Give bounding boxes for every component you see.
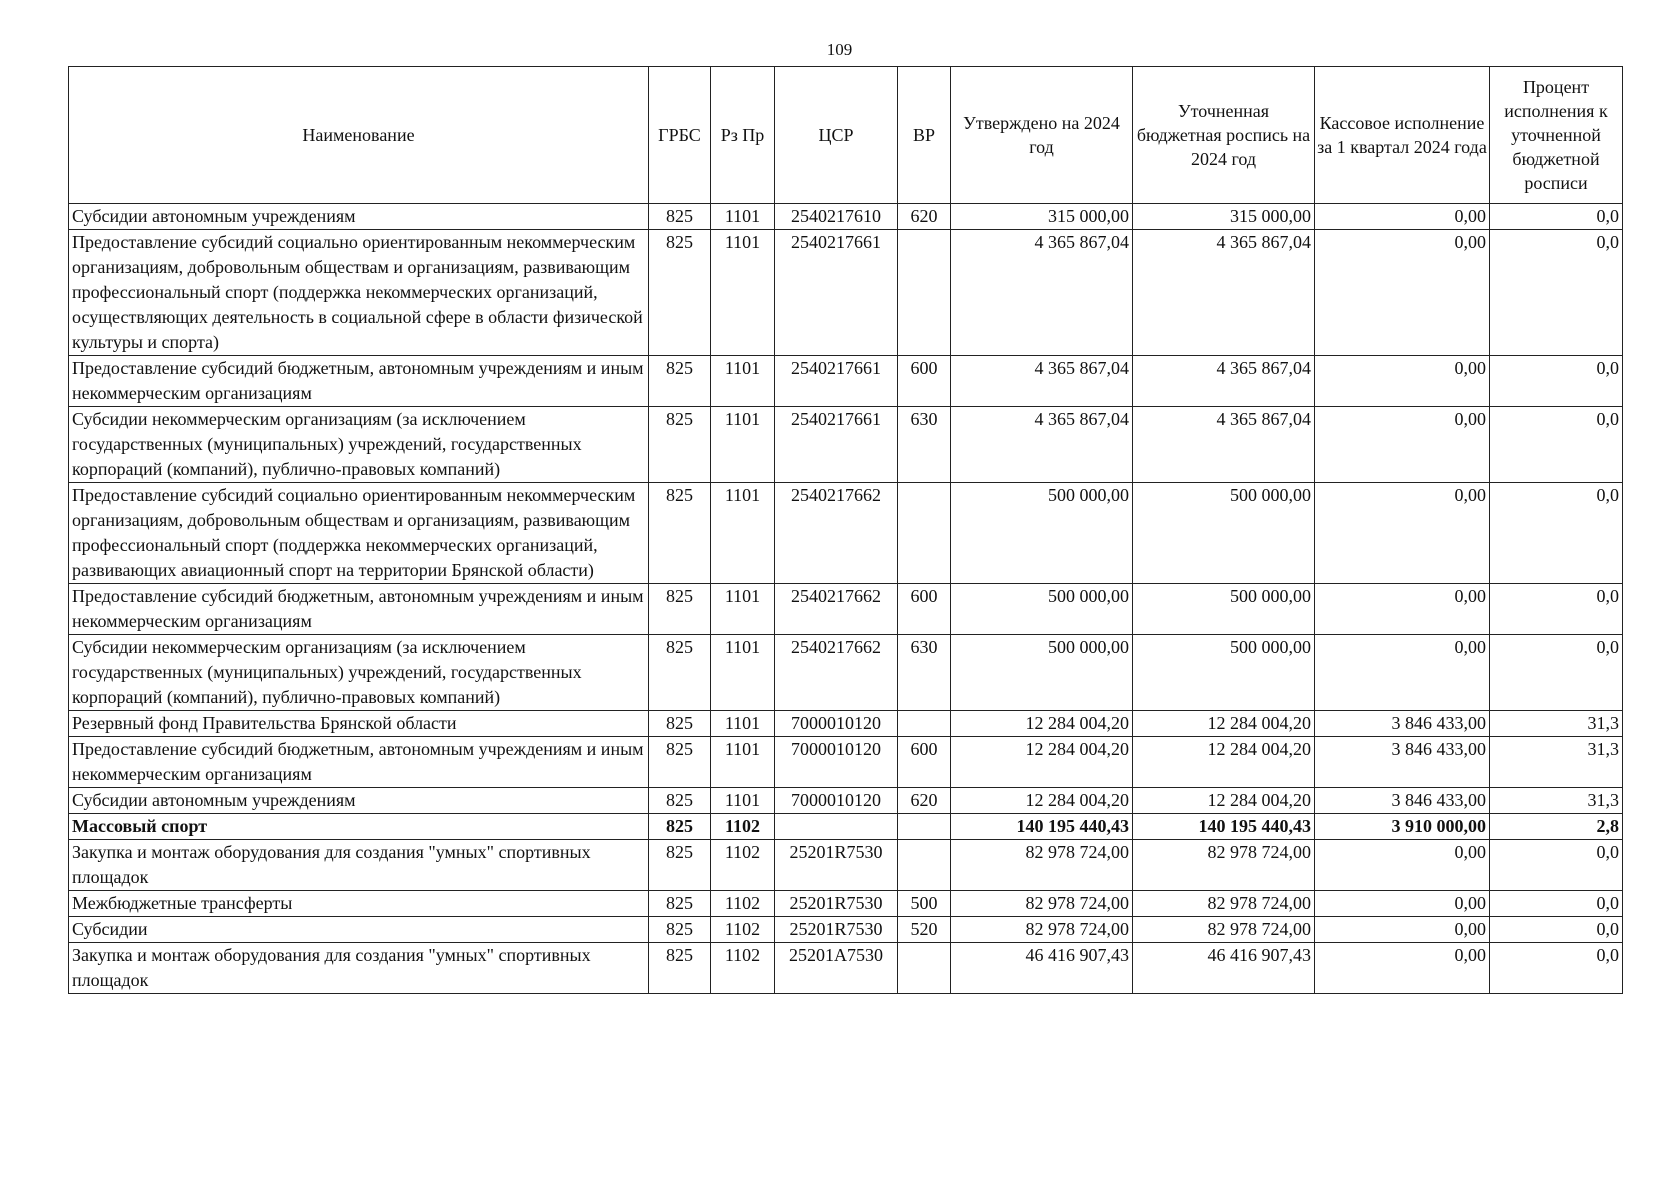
cell-csr: 7000010120 bbox=[775, 737, 898, 788]
cell-vr: 600 bbox=[898, 356, 951, 407]
cell-percent: 0,0 bbox=[1490, 840, 1623, 891]
cell-approved: 4 365 867,04 bbox=[951, 230, 1133, 356]
cell-vr: 630 bbox=[898, 407, 951, 483]
cell-refined: 500 000,00 bbox=[1133, 584, 1315, 635]
cell-vr bbox=[898, 943, 951, 994]
cell-vr bbox=[898, 711, 951, 737]
cell-name: Закупка и монтаж оборудования для создания "умных" спортивных площадок bbox=[69, 943, 649, 994]
cell-percent: 0,0 bbox=[1490, 943, 1623, 994]
cell-approved: 500 000,00 bbox=[951, 584, 1133, 635]
cell-name: Субсидии автономным учреждениям bbox=[69, 788, 649, 814]
cell-rzpr: 1101 bbox=[711, 711, 775, 737]
cell-approved: 140 195 440,43 bbox=[951, 814, 1133, 840]
column-header-rzpr: Рз Пр bbox=[711, 67, 775, 204]
cell-grbs: 825 bbox=[649, 711, 711, 737]
cell-grbs: 825 bbox=[649, 943, 711, 994]
cell-cash: 3 846 433,00 bbox=[1315, 711, 1490, 737]
cell-name: Субсидии некоммерческим организациям (за исключением государственных (муниципальных) учреждений, государственных корпораций (компаний), публично-правовых компаний) bbox=[69, 635, 649, 711]
budget-execution-table bbox=[68, 66, 1623, 994]
table-header-row bbox=[69, 67, 1623, 204]
cell-csr: 2540217662 bbox=[775, 584, 898, 635]
cell-cash: 0,00 bbox=[1315, 230, 1490, 356]
cell-name: Межбюджетные трансферты bbox=[69, 891, 649, 917]
cell-approved: 82 978 724,00 bbox=[951, 840, 1133, 891]
cell-rzpr: 1102 bbox=[711, 943, 775, 994]
cell-csr: 2540217661 bbox=[775, 407, 898, 483]
cell-rzpr: 1102 bbox=[711, 840, 775, 891]
cell-grbs: 825 bbox=[649, 635, 711, 711]
cell-csr: 7000010120 bbox=[775, 711, 898, 737]
table-row bbox=[69, 840, 1623, 891]
column-header-csr: ЦСР bbox=[775, 67, 898, 204]
cell-name: Предоставление субсидий бюджетным, автономным учреждениям и иным некоммерческим организациям bbox=[69, 584, 649, 635]
cell-grbs: 825 bbox=[649, 737, 711, 788]
table-row bbox=[69, 711, 1623, 737]
cell-vr: 620 bbox=[898, 204, 951, 230]
cell-grbs: 825 bbox=[649, 483, 711, 584]
cell-csr: 25201R7530 bbox=[775, 891, 898, 917]
cell-percent: 0,0 bbox=[1490, 917, 1623, 943]
table-row bbox=[69, 788, 1623, 814]
cell-percent: 31,3 bbox=[1490, 711, 1623, 737]
cell-csr: 25201R7530 bbox=[775, 917, 898, 943]
cell-grbs: 825 bbox=[649, 891, 711, 917]
cell-approved: 12 284 004,20 bbox=[951, 711, 1133, 737]
cell-name: Субсидии некоммерческим организациям (за исключением государственных (муниципальных) учреждений, государственных корпораций (компаний), публично-правовых компаний) bbox=[69, 407, 649, 483]
cell-rzpr: 1101 bbox=[711, 483, 775, 584]
table-row bbox=[69, 814, 1623, 840]
cell-rzpr: 1102 bbox=[711, 891, 775, 917]
cell-vr: 620 bbox=[898, 788, 951, 814]
cell-vr: 600 bbox=[898, 737, 951, 788]
cell-cash: 3 910 000,00 bbox=[1315, 814, 1490, 840]
cell-name: Субсидии автономным учреждениям bbox=[69, 204, 649, 230]
cell-refined: 82 978 724,00 bbox=[1133, 840, 1315, 891]
cell-rzpr: 1101 bbox=[711, 737, 775, 788]
page-number: 109 bbox=[826, 40, 853, 59]
cell-rzpr: 1101 bbox=[711, 635, 775, 711]
cell-vr bbox=[898, 840, 951, 891]
cell-rzpr: 1101 bbox=[711, 230, 775, 356]
cell-rzpr: 1102 bbox=[711, 814, 775, 840]
cell-percent: 0,0 bbox=[1490, 356, 1623, 407]
table-row bbox=[69, 943, 1623, 994]
table-row bbox=[69, 891, 1623, 917]
cell-refined: 4 365 867,04 bbox=[1133, 356, 1315, 407]
cell-approved: 82 978 724,00 bbox=[951, 891, 1133, 917]
cell-approved: 82 978 724,00 bbox=[951, 917, 1133, 943]
cell-grbs: 825 bbox=[649, 584, 711, 635]
cell-cash: 0,00 bbox=[1315, 356, 1490, 407]
cell-cash: 0,00 bbox=[1315, 635, 1490, 711]
cell-cash: 0,00 bbox=[1315, 584, 1490, 635]
table-row bbox=[69, 917, 1623, 943]
column-header-refined: Уточненная бюджетная роспись на 2024 год bbox=[1133, 67, 1315, 204]
cell-grbs: 825 bbox=[649, 814, 711, 840]
cell-rzpr: 1101 bbox=[711, 356, 775, 407]
cell-refined: 12 284 004,20 bbox=[1133, 788, 1315, 814]
column-header-percent: Процент исполнения к уточненной бюджетной росписи bbox=[1490, 67, 1623, 204]
cell-vr: 500 bbox=[898, 891, 951, 917]
cell-percent: 0,0 bbox=[1490, 230, 1623, 356]
cell-percent: 0,0 bbox=[1490, 635, 1623, 711]
table-body bbox=[69, 204, 1623, 994]
cell-percent: 0,0 bbox=[1490, 584, 1623, 635]
cell-csr: 7000010120 bbox=[775, 788, 898, 814]
column-header-name: Наименование bbox=[69, 67, 649, 204]
table-row bbox=[69, 635, 1623, 711]
cell-grbs: 825 bbox=[649, 917, 711, 943]
cell-rzpr: 1102 bbox=[711, 917, 775, 943]
cell-csr: 2540217661 bbox=[775, 356, 898, 407]
cell-cash: 3 846 433,00 bbox=[1315, 788, 1490, 814]
table-row bbox=[69, 204, 1623, 230]
table-row bbox=[69, 407, 1623, 483]
cell-cash: 0,00 bbox=[1315, 943, 1490, 994]
cell-percent: 0,0 bbox=[1490, 204, 1623, 230]
cell-approved: 46 416 907,43 bbox=[951, 943, 1133, 994]
cell-refined: 82 978 724,00 bbox=[1133, 917, 1315, 943]
cell-vr: 630 bbox=[898, 635, 951, 711]
cell-vr bbox=[898, 483, 951, 584]
cell-cash: 0,00 bbox=[1315, 483, 1490, 584]
cell-approved: 500 000,00 bbox=[951, 483, 1133, 584]
table-row bbox=[69, 356, 1623, 407]
cell-approved: 12 284 004,20 bbox=[951, 737, 1133, 788]
cell-name: Резервный фонд Правительства Брянской области bbox=[69, 711, 649, 737]
cell-cash: 3 846 433,00 bbox=[1315, 737, 1490, 788]
column-header-grbs: ГРБС bbox=[649, 67, 711, 204]
cell-refined: 46 416 907,43 bbox=[1133, 943, 1315, 994]
cell-cash: 0,00 bbox=[1315, 204, 1490, 230]
cell-approved: 4 365 867,04 bbox=[951, 356, 1133, 407]
cell-rzpr: 1101 bbox=[711, 788, 775, 814]
cell-percent: 0,0 bbox=[1490, 483, 1623, 584]
cell-approved: 500 000,00 bbox=[951, 635, 1133, 711]
cell-grbs: 825 bbox=[649, 204, 711, 230]
cell-cash: 0,00 bbox=[1315, 840, 1490, 891]
cell-name: Массовый спорт bbox=[69, 814, 649, 840]
cell-grbs: 825 bbox=[649, 356, 711, 407]
cell-rzpr: 1101 bbox=[711, 407, 775, 483]
cell-rzpr: 1101 bbox=[711, 204, 775, 230]
column-header-vr: ВР bbox=[898, 67, 951, 204]
cell-vr: 520 bbox=[898, 917, 951, 943]
cell-grbs: 825 bbox=[649, 407, 711, 483]
cell-csr: 25201R7530 bbox=[775, 840, 898, 891]
cell-csr: 25201A7530 bbox=[775, 943, 898, 994]
cell-approved: 315 000,00 bbox=[951, 204, 1133, 230]
cell-refined: 12 284 004,20 bbox=[1133, 737, 1315, 788]
cell-grbs: 825 bbox=[649, 230, 711, 356]
cell-csr bbox=[775, 814, 898, 840]
cell-vr bbox=[898, 230, 951, 356]
table-row bbox=[69, 230, 1623, 356]
cell-name: Предоставление субсидий бюджетным, автономным учреждениям и иным некоммерческим организациям bbox=[69, 737, 649, 788]
cell-name: Закупка и монтаж оборудования для создания "умных" спортивных площадок bbox=[69, 840, 649, 891]
cell-vr: 600 bbox=[898, 584, 951, 635]
cell-percent: 2,8 bbox=[1490, 814, 1623, 840]
cell-percent: 31,3 bbox=[1490, 737, 1623, 788]
cell-percent: 0,0 bbox=[1490, 891, 1623, 917]
cell-grbs: 825 bbox=[649, 788, 711, 814]
cell-percent: 0,0 bbox=[1490, 407, 1623, 483]
cell-rzpr: 1101 bbox=[711, 584, 775, 635]
cell-refined: 500 000,00 bbox=[1133, 635, 1315, 711]
table-row bbox=[69, 584, 1623, 635]
table-row bbox=[69, 737, 1623, 788]
cell-refined: 82 978 724,00 bbox=[1133, 891, 1315, 917]
cell-refined: 4 365 867,04 bbox=[1133, 407, 1315, 483]
cell-refined: 12 284 004,20 bbox=[1133, 711, 1315, 737]
cell-approved: 4 365 867,04 bbox=[951, 407, 1133, 483]
cell-refined: 315 000,00 bbox=[1133, 204, 1315, 230]
cell-name: Предоставление субсидий бюджетным, автономным учреждениям и иным некоммерческим организациям bbox=[69, 356, 649, 407]
column-header-approved: Утверждено на 2024 год bbox=[951, 67, 1133, 204]
cell-name: Субсидии bbox=[69, 917, 649, 943]
cell-csr: 2540217661 bbox=[775, 230, 898, 356]
cell-refined: 4 365 867,04 bbox=[1133, 230, 1315, 356]
cell-grbs: 825 bbox=[649, 840, 711, 891]
cell-percent: 31,3 bbox=[1490, 788, 1623, 814]
cell-approved: 12 284 004,20 bbox=[951, 788, 1133, 814]
column-header-cash: Кассовое исполнение за 1 квартал 2024 года bbox=[1315, 67, 1490, 204]
cell-csr: 2540217662 bbox=[775, 635, 898, 711]
cell-cash: 0,00 bbox=[1315, 891, 1490, 917]
cell-name: Предоставление субсидий социально ориентированным некоммерческим организациям, добровольным обществам и организациям, развивающим профессиональный спорт (поддержка некоммерческих организаций, осуществляющих деятельность в социальной сфере в области физической культуры и спорта) bbox=[69, 230, 649, 356]
cell-cash: 0,00 bbox=[1315, 407, 1490, 483]
table-row bbox=[69, 483, 1623, 584]
cell-csr: 2540217610 bbox=[775, 204, 898, 230]
cell-cash: 0,00 bbox=[1315, 917, 1490, 943]
cell-csr: 2540217662 bbox=[775, 483, 898, 584]
cell-name: Предоставление субсидий социально ориентированным некоммерческим организациям, добровольным обществам и организациям, развивающим профессиональный спорт (поддержка некоммерческих организаций, развивающих авиационный спорт на территории Брянской области) bbox=[69, 483, 649, 584]
cell-refined: 500 000,00 bbox=[1133, 483, 1315, 584]
cell-vr bbox=[898, 814, 951, 840]
cell-refined: 140 195 440,43 bbox=[1133, 814, 1315, 840]
